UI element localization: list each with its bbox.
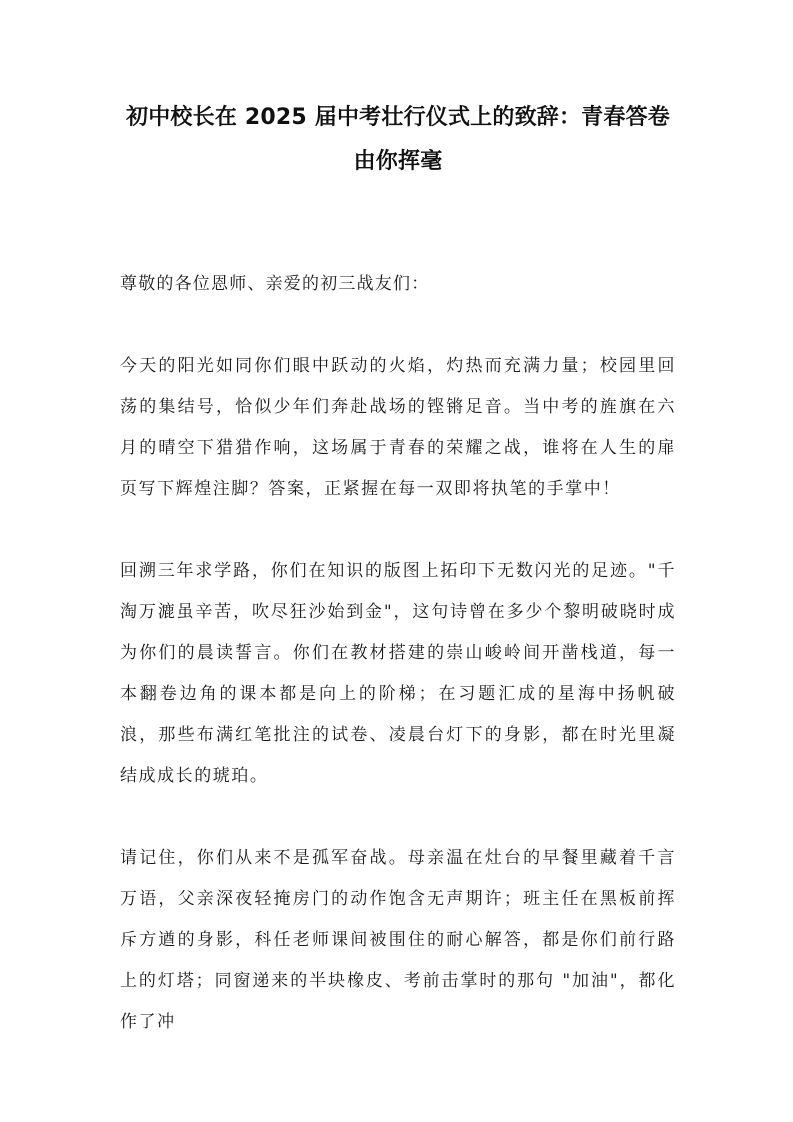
paragraph-support: 请记住，你们从来不是孤军奋战。母亲温在灶台的早餐里藏着千言万语，父亲深夜轻掩房门的动作饱含无声期许；班主任在黑板前挥斥方遒的身影，科任老师课间被围住的耐心解答，都是你们前行路上的灯塔；同窗递来的半块橡皮、考前击掌时的那句 "加油"，都化作了冲 (120, 848, 676, 1032)
salutation: 尊敬的各位恩师、亲爱的初三战友们： (120, 274, 430, 294)
document-page (120, 96, 676, 1043)
document-title: 初中校长在 2025 届中考壮行仪式上的致辞：青春答卷 由你挥毫 (126, 105, 670, 174)
paragraph-opening: 今天的阳光如同你们眼中跃动的火焰，灼热而充满力量；校园里回荡的集结号，恰似少年们奔赴战场的铿锵足音。当中考的旌旗在六月的晴空下猎猎作响，这场属于青春的荣耀之战，谁将在人生的扉页写下辉煌注脚？答案，正紧握在每一双即将执笔的手掌中！ (120, 356, 676, 499)
paragraph-retrospect: 回溯三年求学路，你们在知识的版图上拓印下无数闪光的足迹。"千淘万漉虽辛苦，吹尽狂沙始到金"，这句诗曾在多少个黎明破晓时成为你们的晨读誓言。你们在教材搭建的崇山峻岭间开凿栈道，每一本翻卷边角的课本都是向上的阶梯；在习题汇成的星海中扬帆破浪，那些布满红笔批注的试卷、凌晨台灯下的身影，都在时光里凝结成成长的琥珀。 (120, 561, 676, 786)
